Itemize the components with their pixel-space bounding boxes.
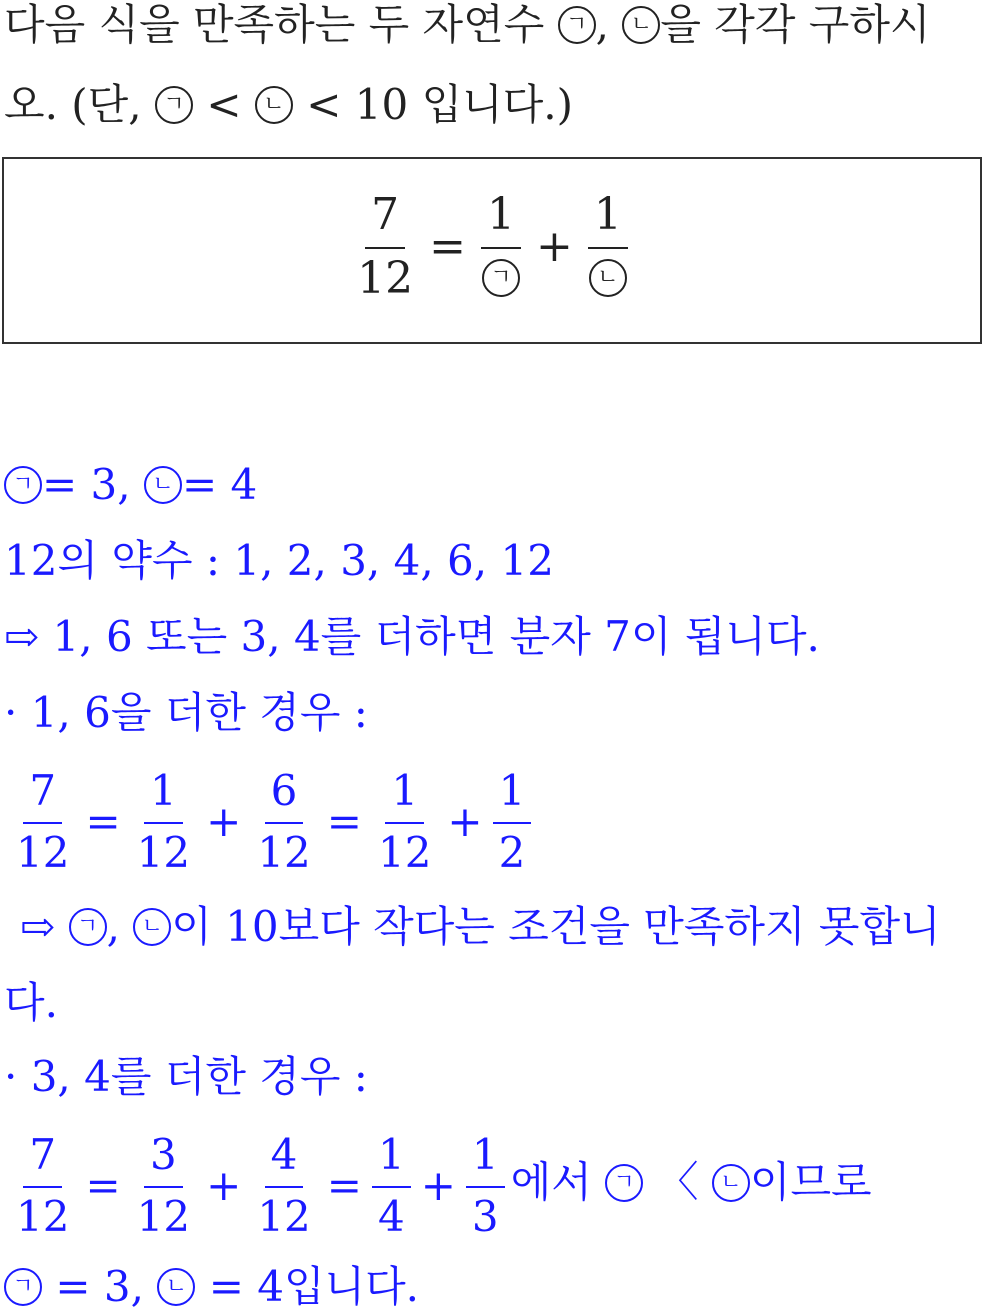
nieun-circle-symbol: ㄴ: [157, 1268, 195, 1306]
problem-text-1-end: 을 각각 구하시: [660, 0, 931, 49]
giyeok-circle-symbol: ㄱ: [4, 1268, 42, 1306]
giyeok-circle-symbol: ㄱ: [4, 466, 42, 504]
problem-line-2: 오. (단, ㄱ < ㄴ < 10 입니다.): [4, 80, 574, 129]
nieun-circle-symbol: ㄴ: [622, 6, 660, 44]
fraction: $\frac{4}{12}$: [257, 1130, 311, 1241]
problem-text-2: 오. (단,: [4, 80, 142, 129]
case2-equation: $\frac{7}{12}$ = $\frac{3}{12}$ + $\frac{4}{12}$ = $\frac{1}{4}$ + $\frac{1}{3}$ 에서 ㄱ 〈 ㄴ 이므로: [4, 1130, 872, 1241]
plus-sign: +: [536, 221, 573, 273]
fraction: $\frac{1}{3}$: [466, 1130, 505, 1241]
fraction: $\frac{1}{12}$: [377, 766, 432, 877]
giyeok-circle-symbol: ㄱ: [558, 6, 596, 44]
fraction-7-12: $\frac{7}{12}$: [357, 189, 414, 304]
answer-line: ㄱ = 3, ㄴ = 4: [4, 464, 257, 507]
case1-note-continued: 다.: [4, 978, 58, 1027]
hint-line: ⇨ 1, 6 또는 3, 4를 더하면 분자 7이 됩니다.: [4, 612, 820, 661]
equation-box: [2, 157, 982, 344]
plus-sign: +: [206, 1160, 242, 1210]
plus-sign: +: [206, 796, 242, 846]
giyeok-circle-symbol: ㄱ: [69, 908, 107, 946]
nieun-circle-symbol: ㄴ: [133, 908, 171, 946]
equals-sign: =: [326, 796, 362, 846]
equals-sign: =: [429, 221, 466, 273]
plus-sign: +: [447, 796, 483, 846]
fraction-1-giyeok: $\frac{1}{\text{ㄱ}}$: [476, 189, 526, 305]
giyeok-circle-symbol: ㄱ: [605, 1164, 643, 1202]
fraction: $\frac{1}{12}$: [136, 766, 191, 877]
arrow-icon: ⇨: [20, 902, 56, 951]
fraction: $\frac{6}{12}$: [257, 766, 311, 877]
nieun-circle-symbol: ㄴ: [144, 466, 182, 504]
nieun-circle-symbol: ㄴ: [589, 259, 627, 297]
giyeok-circle-symbol: ㄱ: [155, 86, 193, 124]
equals-sign: =: [85, 796, 121, 846]
problem-line-1: 다음 식을 만족하는 두 자연수 ㄱ , ㄴ 을 각각 구하시: [4, 0, 931, 49]
problem-equation: [4, 189, 980, 305]
fraction: $\frac{1}{4}$: [372, 1130, 411, 1241]
nieun-circle-symbol: ㄴ: [255, 86, 293, 124]
problem-text-2-end: 10 입니다.): [354, 80, 574, 129]
final-answer-line: ㄱ = 3, ㄴ = 4입니다.: [4, 1266, 419, 1309]
fraction: $\frac{3}{12}$: [136, 1130, 191, 1241]
equals-sign: =: [85, 1160, 121, 1210]
fraction: $\frac{7}{12}$: [16, 1130, 70, 1241]
problem-text-1: 다음 식을 만족하는 두 자연수: [4, 0, 545, 49]
case1-title: · 1, 6을 더한 경우 :: [4, 688, 368, 737]
nieun-circle-symbol: ㄴ: [712, 1164, 750, 1202]
plus-sign: +: [420, 1160, 456, 1210]
fraction: $\frac{7}{12}$: [16, 766, 70, 877]
fraction: $\frac{1}{2}$: [493, 766, 532, 877]
case2-title: · 3, 4를 더한 경우 :: [4, 1052, 368, 1101]
case1-equation: [4, 766, 537, 877]
giyeok-circle-symbol: ㄱ: [482, 259, 520, 297]
fraction-1-nieun: $\frac{1}{\text{ㄴ}}$: [583, 189, 633, 305]
case1-note: ⇨ ㄱ , ㄴ 이 10보다 작다는 조건을 만족하지 못합니: [20, 902, 941, 951]
divisors-line: 12의 약수 : 1, 2, 3, 4, 6, 12: [4, 536, 554, 585]
equals-sign: =: [326, 1160, 362, 1210]
